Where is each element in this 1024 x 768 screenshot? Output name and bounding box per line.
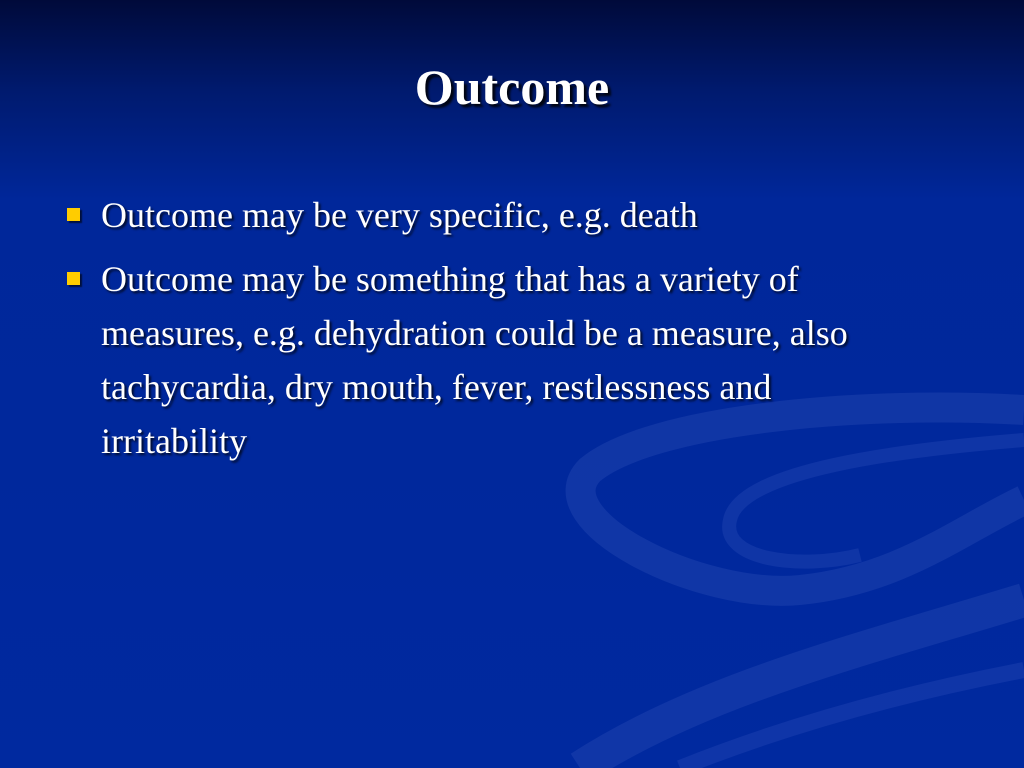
bullet-list	[60, 188, 920, 478]
square-bullet-icon	[67, 208, 80, 221]
bullet-text: Outcome may be something that has a variety of measures, e.g. dehydration could be a measure, also tachycardia, dry mouth, fever, restlessness and irritability	[101, 259, 848, 461]
bullet-item	[60, 188, 920, 242]
bullet-item	[60, 252, 920, 468]
slide-title: Outcome	[414, 59, 610, 115]
square-bullet-icon	[67, 272, 80, 285]
bullet-text: Outcome may be very specific, e.g. death	[101, 195, 698, 235]
